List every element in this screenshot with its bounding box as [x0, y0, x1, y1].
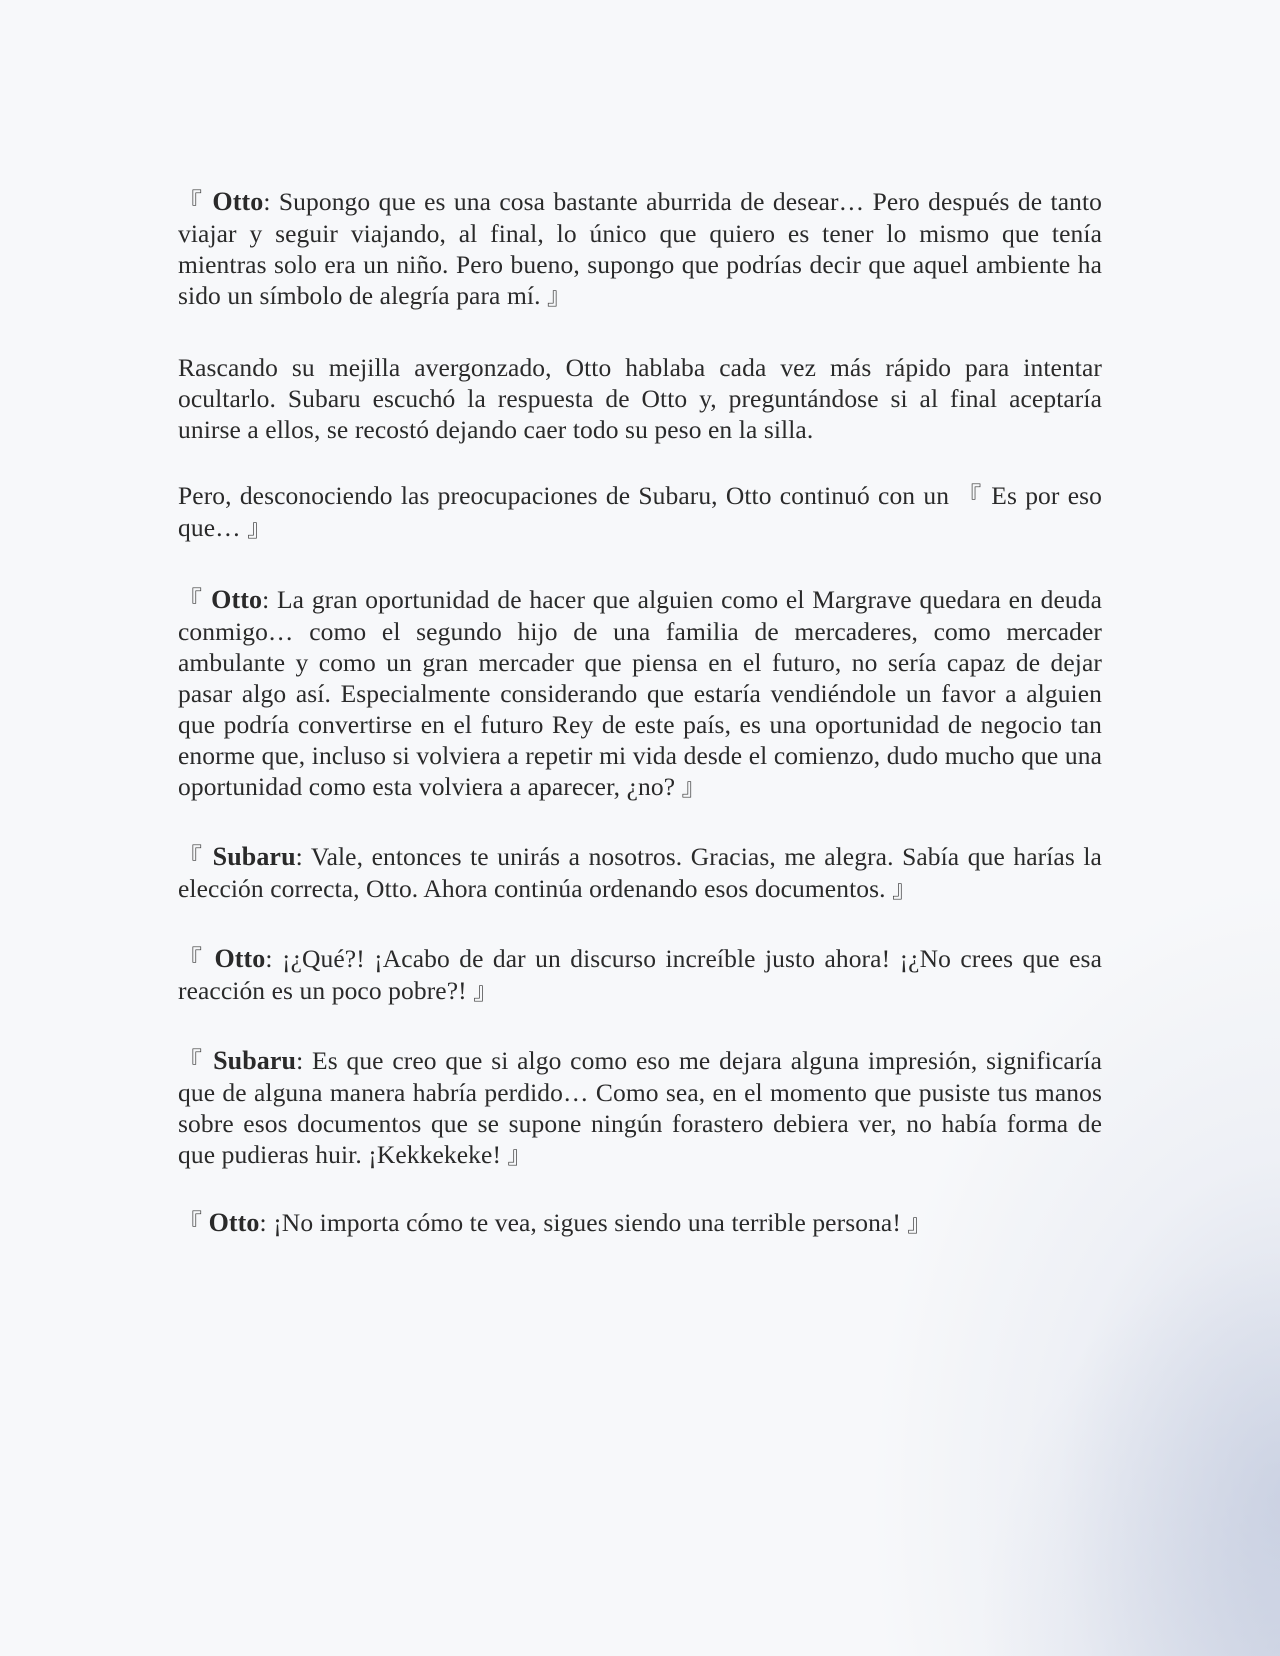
- quote-close-bracket: 』: [547, 282, 572, 310]
- quote-close-bracket: 』: [507, 1141, 532, 1169]
- narration-paragraph: [178, 352, 1102, 445]
- speaker-name: Otto: [212, 187, 264, 216]
- dialogue-paragraph: [178, 943, 1102, 1007]
- dialogue-paragraph: [178, 584, 1102, 803]
- dialogue-paragraph: [178, 1207, 1102, 1239]
- dialogue-text: : Supongo que es una cosa bastante aburrida de desear… Pero después de tanto viajar y seguir viajando, al final, lo único que quiero es tener lo mismo que tenía mientras solo era un niño. Pero bueno, supongo que podrías decir que aquel ambiente ha sido un símbolo de alegría para mí.: [178, 187, 1103, 310]
- quote-close-bracket: 』: [473, 977, 498, 1005]
- dialogue-paragraph: [178, 841, 1102, 905]
- speaker-name: Otto: [214, 944, 266, 973]
- dialogue-paragraph: [178, 1045, 1102, 1171]
- dialogue-text: : La gran oportunidad de hacer que alguien como el Margrave quedara en deuda conmigo… como el segundo hijo de una familia de mercaderes, como mercader ambulante y como un gran mercader que piensa en el futuro, no sería capaz de dejar pasar algo así. Especialmente considerando que estaría vendiéndole un favor a alguien que podría convertirse en el futuro Rey de este país, es una oportunidad de negocio tan enorme que, incluso si volviera a repetir mi vida desde el comienzo, dudo mucho que una oportunidad como esta volviera a aparecer, ¿no?: [178, 585, 1102, 801]
- document-body: [178, 186, 1102, 1239]
- speaker-name: Otto: [208, 1208, 260, 1237]
- quote-close-bracket: 』: [247, 514, 272, 542]
- quote-close-bracket: 』: [907, 1209, 932, 1237]
- quote-open-bracket: 『: [178, 188, 204, 216]
- dialogue-text: : Es que creo que si algo como eso me dejara alguna impresión, significaría que de alguna manera habría perdido… Como sea, en el momento que pusiste tus manos sobre esos documentos que se supone ningún forastero debiera ver, no había forma de que pudieras huir. ¡Kekkekeke!: [178, 1046, 1103, 1169]
- dialogue-text: : ¡No importa cómo te vea, sigues siendo una terrible persona!: [259, 1208, 908, 1237]
- dialogue-paragraph: [178, 186, 1102, 312]
- quote-open-bracket: 『: [957, 482, 984, 510]
- quote-open-bracket: 『: [178, 1209, 203, 1237]
- quote-open-bracket: 『: [178, 1047, 205, 1075]
- dialogue-text: : ¡¿Qué?! ¡Acabo de dar un discurso increíble justo ahora! ¡¿No crees que esa reacción es un poco pobre?!: [178, 944, 1102, 1005]
- quote-close-bracket: 』: [681, 773, 706, 801]
- quote-open-bracket: 『: [178, 843, 205, 871]
- speaker-name: Subaru: [213, 1046, 297, 1075]
- dialogue-text: : Vale, entonces te unirás a nosotros. Gracias, me alegra. Sabía que harías la elección correcta, Otto. Ahora continúa ordenando esos documentos.: [178, 842, 1102, 903]
- quoted-text: Es por eso que…: [178, 481, 1102, 542]
- narration-text: Pero, desconociendo las preocupaciones de Subaru, Otto continuó con un: [178, 481, 958, 510]
- speaker-name: Subaru: [212, 842, 296, 871]
- quote-open-bracket: 『: [178, 586, 204, 614]
- narration-paragraph: [178, 480, 1102, 544]
- quote-open-bracket: 『: [178, 945, 206, 973]
- speaker-name: Otto: [211, 585, 263, 614]
- quote-close-bracket: 』: [892, 875, 917, 903]
- narration-text: Rascando su mejilla avergonzado, Otto hablaba cada vez más rápido para intentar ocultarlo. Subaru escuchó la respuesta de Otto y, preguntándose si al final aceptaría unirse a ellos, se recostó dejando caer todo su peso en la silla.: [178, 353, 1102, 444]
